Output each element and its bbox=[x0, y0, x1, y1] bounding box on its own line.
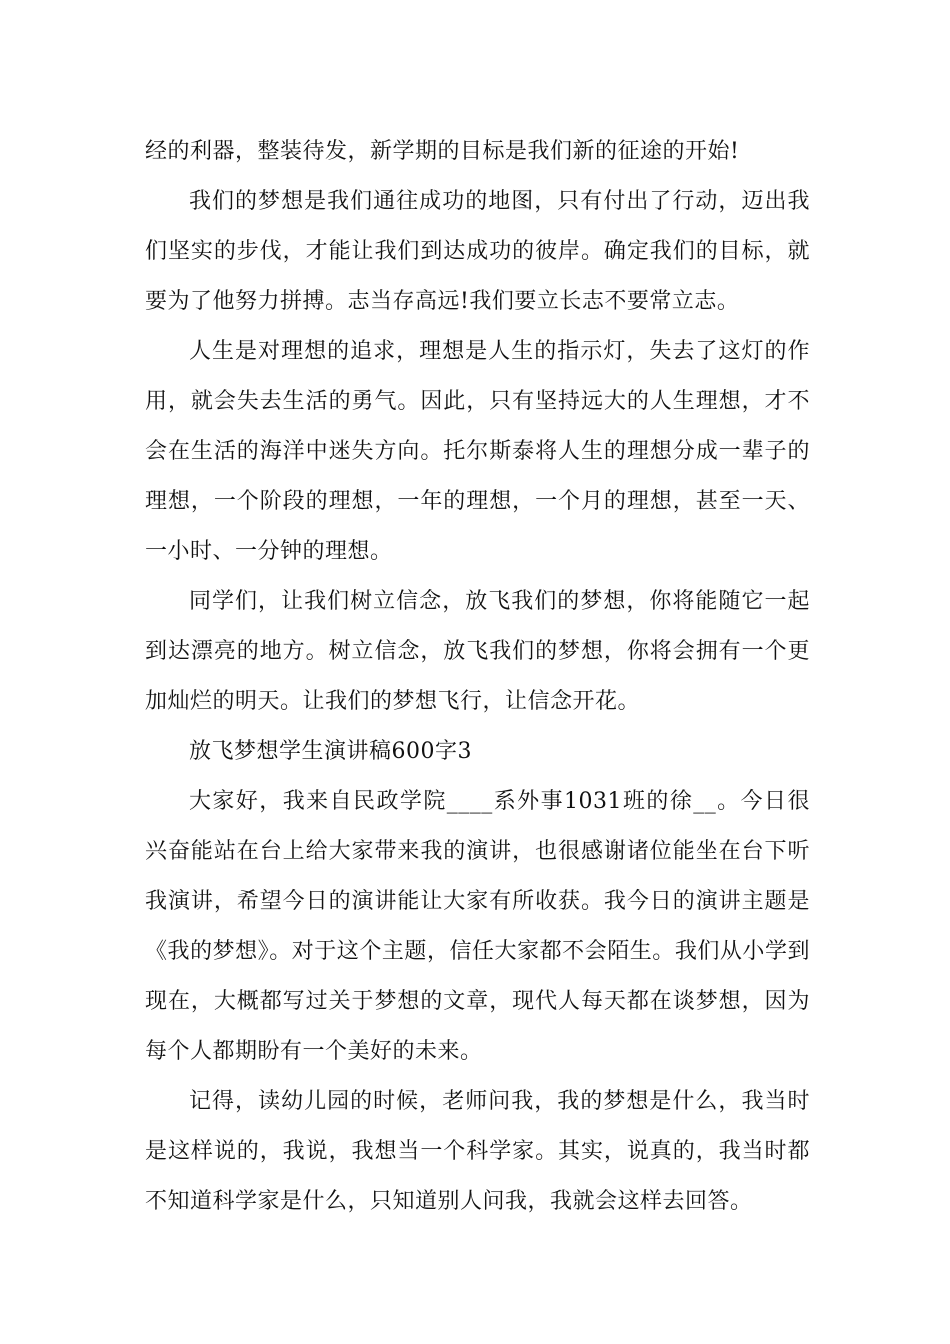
paragraph: 我们的梦想是我们通往成功的地图，只有付出了行动，迈出我们坚实的步伐，才能让我们到达成功的彼岸。确定我们的目标，就要为了他努力拼搏。志当存高远!我们要立长志不要常立志。 bbox=[145, 189, 810, 314]
paragraph: 记得，读幼儿园的时候，老师问我，我的梦想是什么，我当时是这样说的，我说，我想当一个科学家。其实，说真的，我当时都不知道科学家是什么，只知道别人问我，我就会这样去回答。 bbox=[145, 1089, 810, 1214]
paragraph: 大家好，我来自民政学院____系外事1031班的徐__。今日很兴奋能站在台上给大家带来我的演讲，也很感谢诸位能坐在台下听我演讲，希望今日的演讲能让大家有所收获。我今日的演讲主题是《我的梦想》。对于这个主题，信任大家都不会陌生。我们从小学到现在，大概都写过关于梦想的文章，现代人每天都在谈梦想，因为每个人都期盼有一个美好的未来。 bbox=[145, 789, 810, 1064]
section-heading: 放飞梦想学生演讲稿600字3 bbox=[189, 739, 472, 764]
paragraph: 人生是对理想的追求，理想是人生的指示灯，失去了这灯的作用，就会失去生活的勇气。因此，只有坚持远大的人生理想，才不会在生活的海洋中迷失方向。托尔斯泰将人生的理想分成一辈子的理想，一个阶段的理想，一年的理想，一个月的理想，甚至一天、一小时、一分钟的理想。 bbox=[145, 339, 810, 564]
document-body bbox=[145, 127, 810, 1227]
paragraph: 同学们，让我们树立信念，放飞我们的梦想，你将能随它一起到达漂亮的地方。树立信念，放飞我们的梦想，你将会拥有一个更加灿烂的明天。让我们的梦想飞行，让信念开花。 bbox=[145, 589, 810, 714]
paragraph-continued: 经的利器，整装待发，新学期的目标是我们新的征途的开始! bbox=[145, 139, 740, 164]
